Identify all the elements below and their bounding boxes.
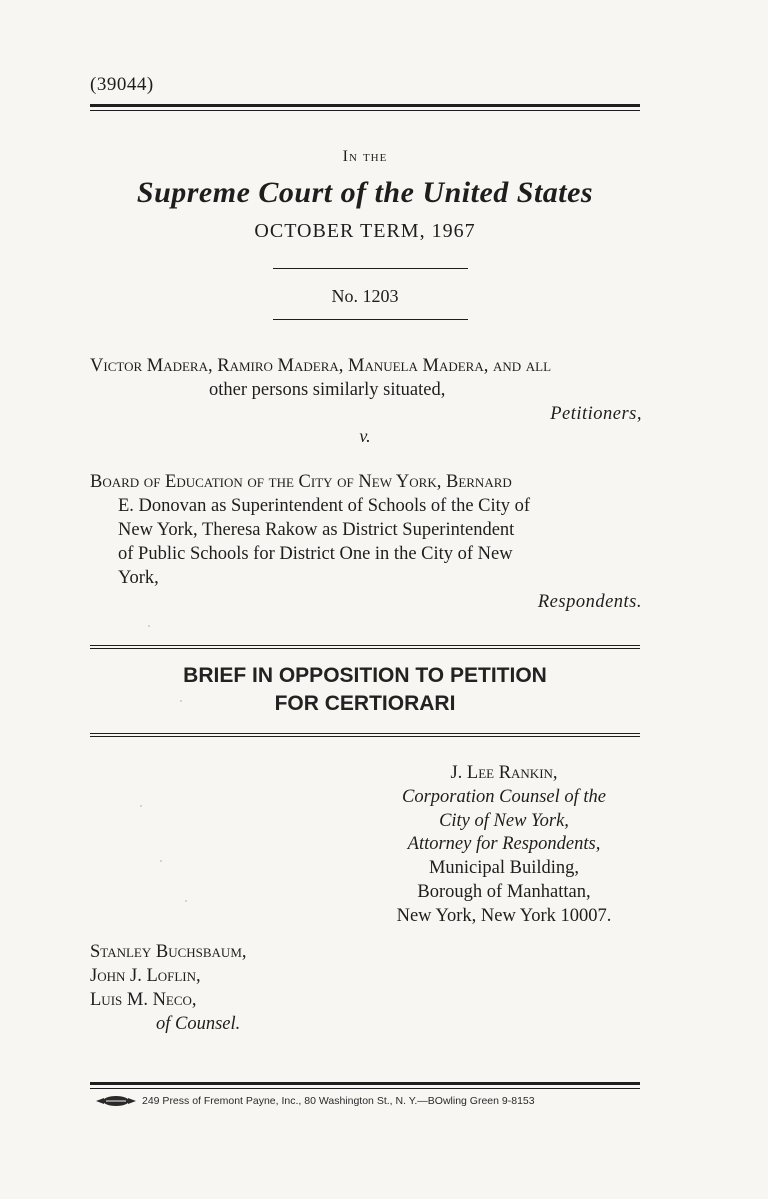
- paper-speck: [140, 805, 142, 807]
- case-number-rule: [273, 319, 468, 320]
- paper-speck: [185, 900, 187, 902]
- title-bottom-rule: [90, 733, 640, 737]
- respondents-line-2: E. Donovan as Superintendent of Schools of the City of: [118, 496, 531, 516]
- of-counsel-block: [90, 940, 247, 1036]
- respondents-block: [90, 470, 643, 590]
- term-heading: OCTOBER TERM, 1967: [254, 220, 476, 242]
- counsel-title-2: City of New York,: [439, 810, 569, 831]
- footer-double-rule: [90, 1082, 640, 1089]
- printer-text: 249 Press of Fremont Payne, Inc., 80 Washington St., N. Y.—BOwling Green 9-8153: [142, 1095, 535, 1107]
- title-top-rule: [90, 645, 640, 649]
- printer-logo-icon: [96, 1095, 136, 1107]
- respondents-line-1: Board of Education of the City of New York, Bernard: [90, 472, 512, 492]
- counsel-name: J. Lee Rankin,: [450, 763, 558, 783]
- counsel-title-3: Attorney for Respondents,: [407, 834, 601, 855]
- of-counsel-name-3: Luis M. Neco,: [90, 990, 197, 1010]
- brief-title-line-1: BRIEF IN OPPOSITION TO PETITION: [183, 664, 547, 687]
- counsel-address-2: Borough of Manhattan,: [417, 881, 591, 902]
- of-counsel-label: of Counsel.: [156, 1014, 241, 1034]
- counsel-address-1: Municipal Building,: [428, 858, 580, 879]
- term-rule: [273, 268, 468, 269]
- top-double-rule: [90, 104, 640, 111]
- paper-speck: [160, 860, 162, 862]
- paper-speck: [148, 625, 150, 627]
- respondents-line-4: of Public Schools for District One in the City of New: [118, 544, 513, 564]
- printer-line: [96, 1095, 535, 1107]
- of-counsel-name-1: Stanley Buchsbaum,: [90, 942, 247, 962]
- respondents-role: Respondents.: [537, 592, 642, 612]
- respondents-line-3: New York, Theresa Rakow as District Superintendent: [118, 520, 515, 540]
- paper-speck: [180, 700, 182, 702]
- petitioners-line-1: Victor Madera, Ramiro Madera, Manuela Madera, and all: [90, 356, 552, 376]
- versus-label: v.: [359, 426, 371, 446]
- counsel-block: [365, 762, 643, 929]
- petitioners-role: Petitioners,: [550, 404, 642, 424]
- court-name: Supreme Court of the United States: [136, 176, 594, 209]
- in-the-heading: In the: [342, 148, 388, 165]
- respondents-line-5: York,: [118, 568, 159, 588]
- petitioners-line-2: other persons similarly situated,: [209, 380, 446, 400]
- petitioners-block: [90, 354, 643, 402]
- docket-code: (39044): [90, 74, 154, 95]
- case-number: No. 1203: [331, 286, 399, 306]
- counsel-address-3: New York, New York 10007.: [396, 905, 612, 926]
- brief-title-line-2: FOR CERTIORARI: [274, 692, 456, 715]
- brief-title: [90, 662, 640, 718]
- counsel-title-1: Corporation Counsel of the: [401, 786, 607, 807]
- of-counsel-name-2: John J. Loflin,: [90, 966, 201, 986]
